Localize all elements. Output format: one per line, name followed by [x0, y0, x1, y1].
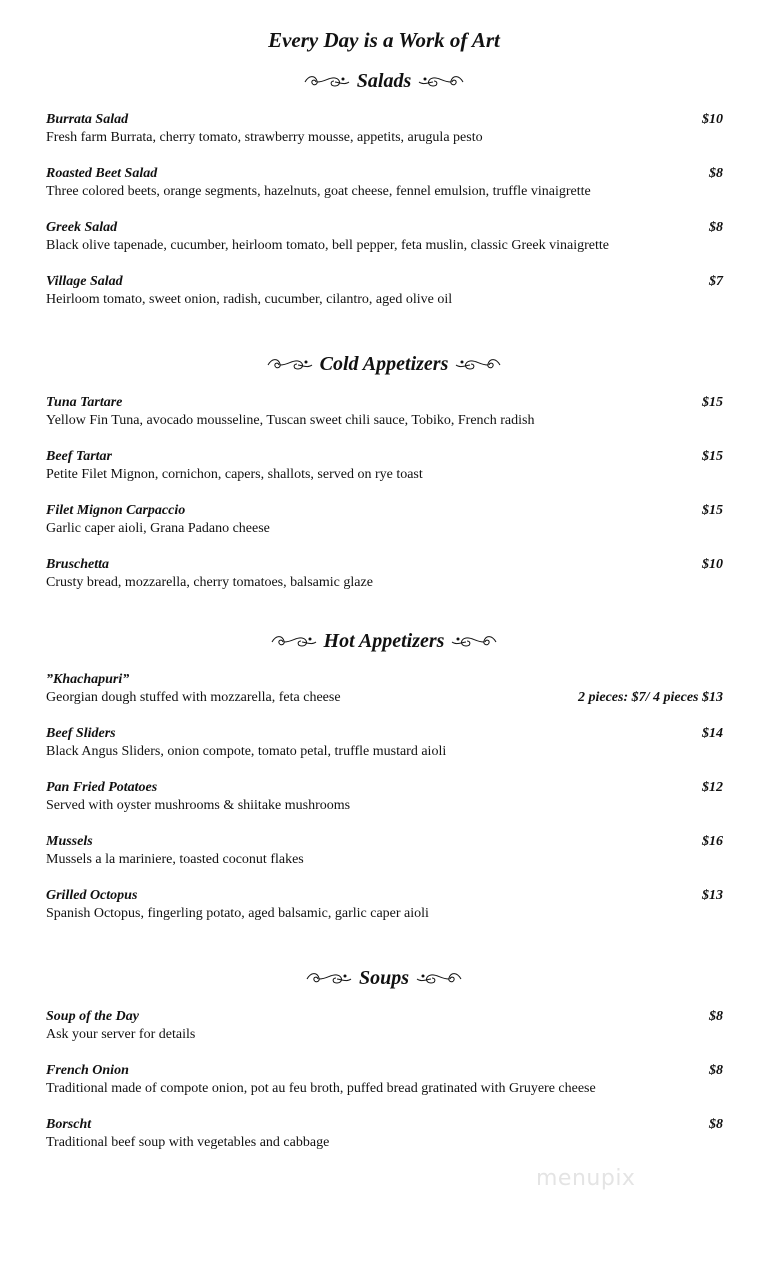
item-description: Georgian dough stuffed with mozzarella, feta cheese [46, 690, 341, 705]
item-name: Filet Mignon Carpaccio [46, 503, 186, 518]
item-price: $7 [709, 274, 723, 289]
left-flourish-icon [305, 970, 353, 988]
item-description: Petite Filet Mignon, cornichon, capers, shallots, served on rye toast [46, 467, 423, 482]
right-flourish-icon [415, 970, 463, 988]
item-description: Black Angus Sliders, onion compote, tomato petal, truffle mustard aioli [46, 744, 447, 759]
item-name: Soup of the Day [46, 1009, 139, 1024]
item-description: Mussels a la mariniere, toasted coconut flakes [46, 852, 304, 867]
left-flourish-icon [266, 356, 314, 374]
section-header-salads [0, 70, 768, 93]
item-description: Black olive tapenade, cucumber, heirloom tomato, bell pepper, feta muslin, classic Greek vinaigrette [46, 238, 609, 253]
item-price: $15 [702, 395, 723, 410]
right-flourish-icon [454, 356, 502, 374]
item-price: $8 [709, 220, 723, 235]
item-description: Yellow Fin Tuna, avocado mousseline, Tuscan sweet chili sauce, Tobiko, French radish [46, 413, 535, 428]
right-flourish-icon [450, 633, 498, 651]
section-title: Cold Appetizers [319, 353, 449, 375]
section-title: Soups [358, 967, 410, 989]
item-name: Tuna Tartare [46, 395, 123, 410]
item-price: $8 [709, 1009, 723, 1024]
item-price: $10 [702, 557, 723, 572]
item-description: Crusty bread, mozzarella, cherry tomatoes, balsamic glaze [46, 575, 373, 590]
item-price: $16 [702, 834, 723, 849]
item-description: Served with oyster mushrooms & shiitake mushrooms [46, 798, 351, 813]
menu-item [46, 1117, 723, 1151]
item-name: Burrata Salad [46, 112, 129, 127]
menu-item [46, 166, 723, 200]
item-description: Three colored beets, orange segments, hazelnuts, goat cheese, fennel emulsion, truffle vinaigrette [46, 184, 591, 199]
item-name: Beef Tartar [46, 449, 112, 464]
item-price: $12 [702, 780, 723, 795]
section-header-hot-appetizers [0, 630, 768, 653]
menu-item [46, 503, 723, 537]
menu-item [46, 1063, 723, 1097]
item-description: Garlic caper aioli, Grana Padano cheese [46, 521, 270, 536]
watermark: menupix [536, 1166, 636, 1191]
section-header-soups [0, 967, 768, 990]
left-flourish-icon [270, 633, 318, 651]
item-name: French Onion [46, 1063, 129, 1078]
item-description: Traditional made of compote onion, pot au feu broth, puffed bread gratinated with Gruyere cheese [46, 1081, 596, 1096]
item-description: Heirloom tomato, sweet onion, radish, cucumber, cilantro, aged olive oil [46, 292, 453, 307]
section-title: Salads [356, 70, 412, 92]
menu-item [46, 726, 723, 760]
menu-item [46, 672, 723, 706]
menu-item [46, 834, 723, 868]
item-price: 2 pieces: $7/ 4 pieces $13 [577, 690, 723, 705]
item-name: Roasted Beet Salad [46, 166, 158, 181]
item-name: Mussels [46, 834, 93, 849]
item-name: Beef Sliders [46, 726, 116, 741]
item-name: Borscht [46, 1117, 92, 1132]
menu-item [46, 220, 723, 254]
right-flourish-icon [417, 73, 465, 91]
menu-item [46, 449, 723, 483]
left-flourish-icon [303, 73, 351, 91]
item-name: Pan Fried Potatoes [46, 780, 158, 795]
item-price: $10 [702, 112, 723, 127]
item-description: Ask your server for details [46, 1027, 196, 1042]
item-price: $8 [709, 1117, 723, 1132]
item-price: $13 [702, 888, 723, 903]
item-name: Bruschetta [46, 557, 110, 572]
item-name: Village Salad [46, 274, 123, 289]
item-price: $15 [702, 449, 723, 464]
item-name: Greek Salad [46, 220, 118, 235]
item-name: ”Khachapuri” [46, 672, 130, 687]
item-price: $14 [702, 726, 723, 741]
menu-item [46, 557, 723, 591]
item-description: Spanish Octopus, fingerling potato, aged balsamic, garlic caper aioli [46, 906, 429, 921]
section-header-cold-appetizers [0, 353, 768, 376]
item-price: $8 [709, 166, 723, 181]
item-price: $15 [702, 503, 723, 518]
menu-item [46, 274, 723, 308]
page-title: Every Day is a Work of Art [268, 28, 500, 52]
item-description: Traditional beef soup with vegetables and cabbage [46, 1135, 330, 1150]
menu-item [46, 1009, 723, 1043]
item-price: $8 [709, 1063, 723, 1078]
menu-item [46, 888, 723, 922]
menu-item [46, 395, 723, 429]
menu-item [46, 112, 723, 146]
section-title: Hot Appetizers [323, 630, 445, 652]
item-name: Grilled Octopus [46, 888, 138, 903]
menu-item [46, 780, 723, 814]
item-description: Fresh farm Burrata, cherry tomato, strawberry mousse, appetits, arugula pesto [46, 130, 483, 145]
